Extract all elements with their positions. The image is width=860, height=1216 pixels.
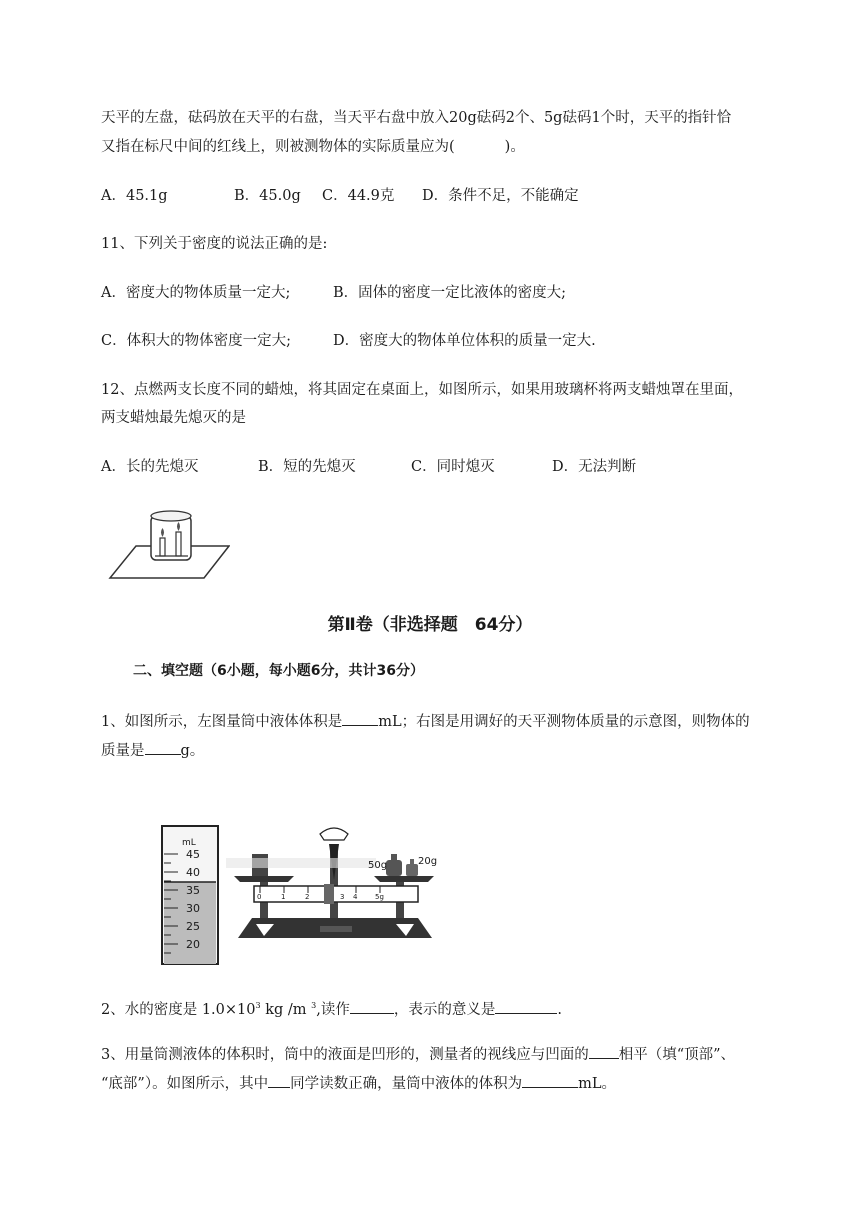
fill-2-blank-meaning[interactable]	[495, 999, 557, 1014]
fill-3-text-e: mL。	[578, 1076, 616, 1092]
candle-glass-figure	[108, 498, 230, 584]
cylinder-tick-30: 30	[186, 902, 200, 915]
weight-label-20g: 20g	[418, 856, 438, 867]
q10-option-d: D．条件不足，不能确定	[422, 188, 579, 204]
fill-2-text-c: ,读作	[316, 1002, 350, 1018]
fill-2-blank-reading[interactable]	[350, 999, 394, 1014]
q11-options-row-1	[101, 283, 566, 303]
section-2-title: 第Ⅱ卷（非选择题 64分）	[327, 615, 533, 635]
q10-option-c: C．44.9克	[322, 188, 395, 204]
fill-2-text-b: kg /m	[260, 1002, 312, 1018]
fill-3-text-b: 相平（填“顶部”、	[618, 1047, 736, 1063]
fill-1-text-a: 1、如图所示，左图量筒中液体体积是	[101, 714, 343, 730]
q12-line-1: 12、点燃两支长度不同的蜡烛，将其固定在桌面上，如图所示，如果用玻璃杯将两支蜡烛罩在里面，	[101, 382, 743, 398]
q10-line-2-end: )。	[504, 139, 525, 155]
scale-mark-1: 1	[281, 893, 286, 901]
q11-options-row-2	[101, 331, 596, 351]
fill-1-line-2	[101, 740, 204, 761]
fill-2-text-e: .	[557, 1002, 562, 1018]
q10-options	[101, 186, 579, 206]
fill-2-exponent-1: 3	[255, 1001, 261, 1010]
fill-1-blank-mass[interactable]	[145, 740, 181, 755]
fill-1-text-d: g。	[180, 743, 205, 759]
fill-2-line	[101, 996, 562, 1020]
fill-2-text-d: ，表示的意义是	[393, 1002, 496, 1018]
fill-3-blank-volume[interactable]	[522, 1073, 578, 1088]
cylinder-tick-25: 25	[186, 920, 200, 933]
section-2-subtitle: 二、填空题（6小题，每小题6分，共计36分）	[133, 663, 424, 679]
q10-line-2-text: 又指在标尺中间的红线上，则被测物体的实际质量应为(	[101, 139, 455, 155]
fill-1-blank-volume[interactable]	[342, 711, 378, 726]
q10-line-2	[101, 137, 525, 157]
q11-option-c: C．体积大的物体密度一定大;	[101, 333, 291, 349]
scale-mark-0: 0	[257, 893, 262, 901]
q11-stem: 11、下列关于密度的说法正确的是:	[101, 236, 328, 252]
fill-3-text-a: 3、用量筒测液体的体积时，筒中的液面是凹形的，测量者的视线应与凹面的	[101, 1047, 589, 1063]
fill-2-text-a: 2、水的密度是 1.0×10	[101, 1002, 256, 1018]
fill-3-text-d: 同学读数正确，量筒中液体的体积为	[290, 1076, 523, 1092]
cylinder-tick-20: 20	[186, 938, 200, 951]
cylinder-tick-40: 40	[186, 866, 200, 879]
q11-option-b: B．固体的密度一定比液体的密度大;	[333, 285, 567, 301]
q12-option-b: B．短的先熄灭	[258, 459, 356, 475]
fill-3-blank-student[interactable]	[268, 1073, 290, 1088]
q12-line-2: 两支蜡烛最先熄灭的是	[101, 410, 246, 426]
q10-option-a: A．45.1g	[101, 188, 168, 204]
q12-option-d: D．无法判断	[552, 459, 637, 475]
fill-3-blank-position[interactable]	[589, 1044, 619, 1059]
scale-mark-2: 2	[305, 893, 310, 901]
fill-1-text-b: mL；右图是用调好的天平测物体质量的示意图，则物体的	[378, 714, 750, 730]
q11-option-a: A．密度大的物体质量一定大;	[101, 285, 291, 301]
q11-option-d: D．密度大的物体单位体积的质量一定大.	[333, 333, 596, 349]
q10-option-b: B．45.0g	[234, 188, 301, 204]
q12-option-c: C．同时熄灭	[411, 459, 495, 475]
cylinder-tick-35: 35	[186, 884, 200, 897]
q12-options	[101, 457, 636, 477]
scale-mark-4: 4	[353, 893, 358, 901]
fill-1-text-c: 质量是	[101, 743, 145, 759]
scale-mark-5g: 5g	[375, 893, 384, 901]
fill-3-text-c: “底部”）。如图所示，其中	[101, 1076, 269, 1092]
fill-3-line-2	[101, 1073, 616, 1094]
fill-2-exponent-2: 3	[311, 1001, 317, 1010]
cylinder-balance-figure	[160, 820, 460, 966]
cylinder-unit-label: mL	[182, 838, 196, 848]
weight-label-50g: 50g	[368, 860, 388, 871]
fill-3-line-1	[101, 1044, 735, 1065]
q10-line-1: 天平的左盘，砝码放在天平的右盘，当天平右盘中放入20g砝码2个、5g砝码1个时，天平的指针恰	[101, 110, 732, 126]
scale-mark-3: 3	[340, 893, 345, 901]
fill-1-line-1	[101, 711, 750, 732]
cylinder-tick-45: 45	[186, 848, 200, 861]
q12-option-a: A．长的先熄灭	[101, 459, 199, 475]
